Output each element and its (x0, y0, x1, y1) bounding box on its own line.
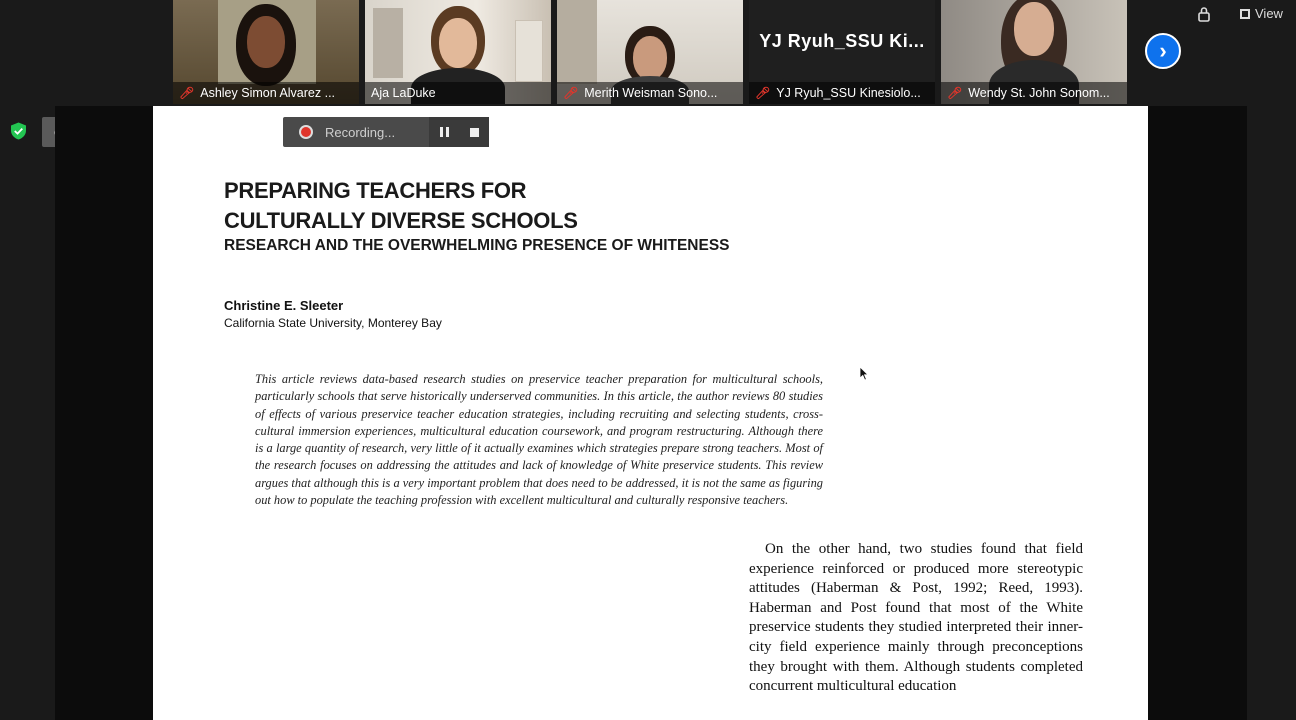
participant-name: Merith Weisman Sono... (584, 86, 718, 100)
mic-muted-icon: 🎤︎ (179, 86, 195, 100)
recording-label: Recording... (325, 124, 396, 140)
grid-icon (1240, 9, 1250, 19)
participant-tile-yj[interactable] (749, 0, 935, 104)
view-label: View (1255, 6, 1283, 21)
body-paragraph: On the other hand, two studies found that field experience reinforced or produced more stereotypic attitudes (Haberman & Post, 1992; Reed, 1993). Haberman and Post found that most of the White preservice students they studied interpreted their inner-city field experience mainly through preconceptions they brought with them. Although students completed concurrent multicultural education (749, 541, 1083, 695)
stop-recording-button[interactable] (459, 117, 489, 147)
next-page-button[interactable] (1145, 33, 1181, 69)
shared-document (153, 106, 1148, 720)
participant-name: Aja LaDuke (371, 86, 436, 100)
participant-tile-wendy[interactable] (941, 0, 1127, 104)
chevron-right-icon: › (1159, 38, 1167, 63)
mic-muted-icon: 🎤︎ (947, 86, 963, 100)
recording-indicator (283, 117, 489, 147)
page-title (224, 176, 578, 236)
mic-muted-icon: 🎤︎ (563, 86, 579, 100)
participant-tile-merith[interactable] (557, 0, 743, 104)
participant-name-bar (173, 82, 359, 104)
participant-name: Wendy St. John Sonom... (968, 86, 1110, 100)
title-line-2: CULTURALLY DIVERSE SCHOOLS (224, 208, 578, 233)
author-affiliation: California State University, Monterey Bay (224, 316, 442, 330)
participant-name-bar (749, 82, 935, 104)
pause-icon-bar (446, 127, 449, 137)
participant-name-bar (557, 82, 743, 104)
participant-name: YJ Ryuh_SSU Kinesiolo... (776, 86, 921, 100)
stop-icon (470, 128, 479, 137)
recording-dot-icon (301, 127, 311, 137)
pause-icon-bar (440, 127, 443, 137)
pause-recording-button[interactable] (429, 117, 459, 147)
participant-name-bar (941, 82, 1127, 104)
mouse-cursor-icon (859, 366, 869, 381)
lock-icon[interactable] (1198, 6, 1210, 22)
view-button[interactable] (1240, 6, 1283, 21)
participant-display-name: YJ Ryuh_SSU Ki... (759, 30, 925, 51)
abstract-text: This article reviews data-based research studies on preservice teacher preparation for multicultural schools, particularly schools that serve historically underserved communities. In this article, the author reviews 80 studies of effects of various preservice teacher education strategies, including recruiting and selecting students, cross-cultural immersion experiences, multicultural education coursework, and program restructuring. Although there is a large quantity of research, very little of it actually examines which strategies prepare strong teachers. Most of the research focuses on addressing the attitudes and lack of knowledge of White preservice students. This review argues that although this is a very important problem that does need to be addressed, it is not the same as figuring out how to populate the teaching profession with excellent multicultural and culturally responsive teachers. (255, 372, 823, 508)
participant-name-bar (365, 82, 551, 104)
author-name: Christine E. Sleeter (224, 298, 344, 313)
person-silhouette (226, 4, 306, 84)
participant-name: Ashley Simon Alvarez ... (200, 86, 336, 100)
participant-tile-aja[interactable] (365, 0, 551, 104)
participant-tile-ashley[interactable] (173, 0, 359, 104)
mic-muted-icon: 🎤︎ (755, 86, 771, 100)
page-subtitle: RESEARCH AND THE OVERWHELMING PRESENCE OF WHITENESS (224, 237, 730, 254)
title-line-1: PREPARING TEACHERS FOR (224, 178, 527, 203)
shield-icon[interactable] (10, 122, 27, 140)
